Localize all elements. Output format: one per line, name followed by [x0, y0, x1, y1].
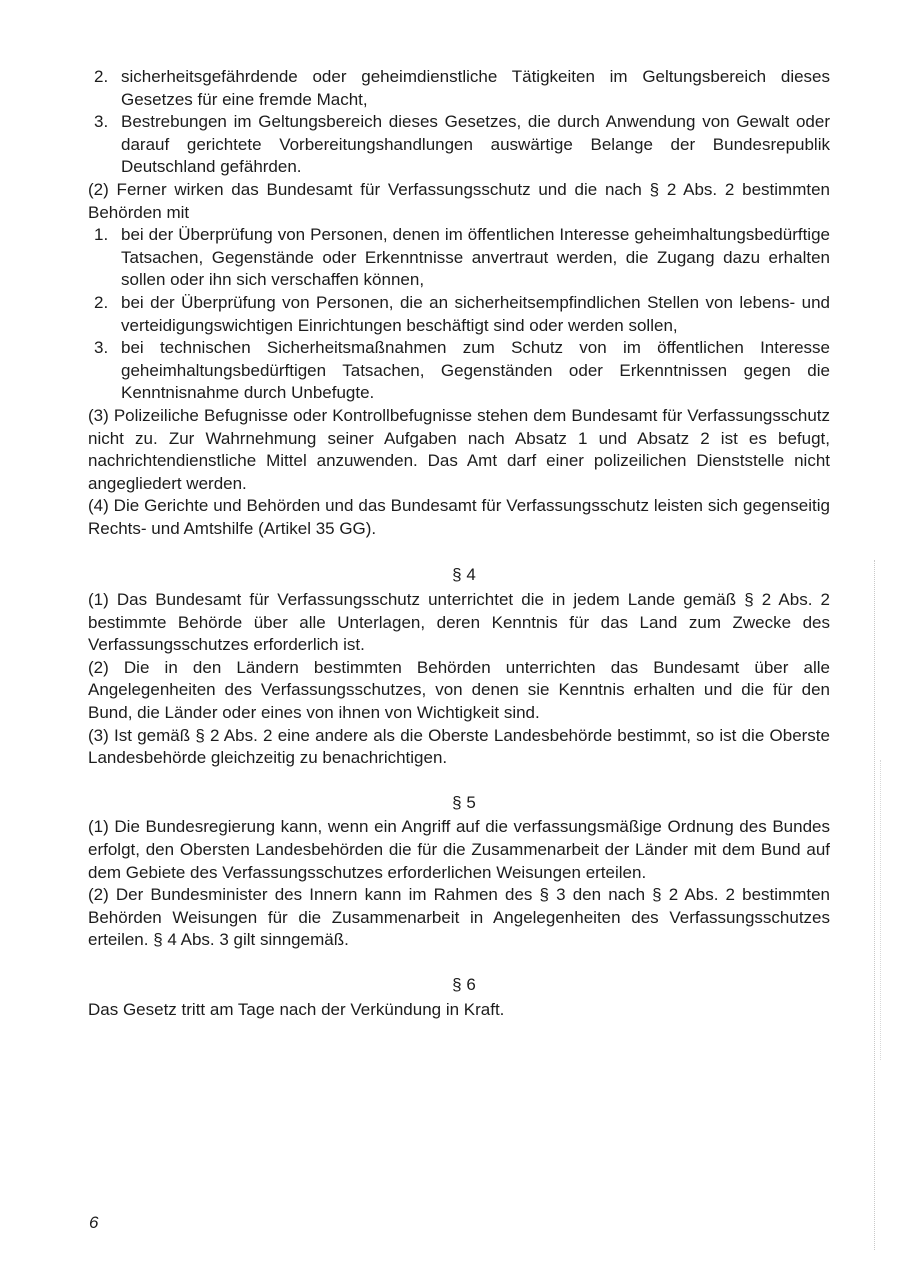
- paragraph-3-3: (3) Polizeiliche Befugnisse oder Kontrollbefugnisse stehen dem Bundesamt für Verfassungsschutz nicht zu. Zur Wahrnehmung seiner Aufgaben nach Absatz 1 und Absatz 2 ist es befugt, nachrichtendienstliche Mittel anzuwenden. Das Amt darf einer polizeilichen Dienststelle nicht angegliedert werden.: [88, 405, 830, 493]
- page-number: 6: [89, 1213, 99, 1232]
- page-body: [88, 66, 830, 1021]
- paragraph-3-4: (4) Die Gerichte und Behörden und das Bundesamt für Verfassungsschutz leisten sich gegenseitig Rechts- und Amtshilfe (Artikel 35 GG).: [88, 496, 830, 538]
- paragraph: (3) Ist gemäß § 2 Abs. 2 eine andere als die Oberste Landesbehörde bestimmt, so ist die Oberste Landesbehörde gleichzeitig zu benachrichtigen.: [88, 725, 830, 768]
- paragraph-3-2: (2) Ferner wirken das Bundesamt für Verfassungsschutz und die nach § 2 Abs. 2 bestimmten Behörden mit: [88, 179, 830, 222]
- list-item: [88, 224, 830, 292]
- list-item-number: 2.: [94, 67, 109, 86]
- list-item: [88, 66, 830, 111]
- list-item: [88, 111, 830, 179]
- paragraph: (2) Die in den Ländern bestimmten Behörden unterrichten das Bundesamt über alle Angelegenheiten des Verfassungsschutzes, von denen sie Kenntnis erhalten und die für den Bund, die Länder oder eines von ihnen von Wichtigkeit sind.: [88, 657, 830, 723]
- list-item-text: bei der Überprüfung von Personen, denen im öffentlichen Interesse geheimhaltungsbedürftige Tatsachen, Gegenstände oder Erkenntnisse anvertraut werden, die Zugang dazu erhalten sollen oder ihn sich verschaffen können,: [121, 225, 830, 290]
- list-item-text: sicherheitsgefährdende oder geheimdienstliche Tätigkeiten im Geltungsbereich dieses Gesetzes für eine fremde Macht,: [121, 67, 830, 109]
- paragraph: Das Gesetz tritt am Tage nach der Verkündung in Kraft.: [88, 999, 505, 1019]
- scan-edge-mark: [880, 760, 882, 1060]
- scan-edge-mark: [874, 560, 876, 1250]
- list-item-text: bei technischen Sicherheitsmaßnahmen zum Schutz von im öffentlichen Interesse geheimhaltungsbedürftigen Tatsachen, Gegenständen oder Erkenntnissen gegen die Kenntnisnahme durch Unbefugte.: [121, 338, 830, 403]
- list-item-number: 1.: [94, 225, 109, 245]
- list-item-text: Bestrebungen im Geltungsbereich dieses Gesetzes, die durch Anwendung von Gewalt oder darauf gerichtete Vorbereitungshandlungen auswärtige Belange der Bundesrepublik Deutschland gefährden.: [121, 112, 830, 177]
- section-heading-6: § 6: [452, 974, 476, 994]
- list-item: [88, 292, 830, 337]
- list-item-number: 3.: [94, 112, 109, 132]
- paragraph: (2) Der Bundesminister des Innern kann im Rahmen des § 3 den nach § 2 Abs. 2 bestimmten Behörden Weisungen für die Zusammenarbeit in Angelegenheiten des Verfassungsschutzes erteilen. § 4 Abs. 3 gilt sinngemäß.: [88, 885, 830, 950]
- list-item-text: bei der Überprüfung von Personen, die an sicherheitsempfindlichen Stellen von lebens- und verteidigungswichtigen Einrichtungen beschäftigt sind oder werden sollen,: [121, 292, 830, 335]
- list-item-number: 3.: [94, 338, 109, 358]
- paragraph: (1) Die Bundesregierung kann, wenn ein Angriff auf die verfassungsmäßige Ordnung des Bundes erfolgt, den Obersten Landesbehörden die für die Zusammenarbeit der Länder mit dem Bund auf dem Gebiete des Verfassungsschutzes erforderlichen Weisungen erteilen.: [88, 817, 830, 882]
- list-item-number: 2.: [94, 292, 109, 312]
- section-heading-5: § 5: [452, 792, 476, 812]
- section-heading-4: § 4: [452, 565, 476, 585]
- list-item: [88, 337, 830, 405]
- paragraph: (1) Das Bundesamt für Verfassungsschutz unterrichtet die in jedem Lande gemäß § 2 Abs. 2 bestimmte Behörde über alle Unterlagen, deren Kenntnis für das Land zum Zwecke des Verfassungsschutzes erforderlich ist.: [88, 590, 830, 655]
